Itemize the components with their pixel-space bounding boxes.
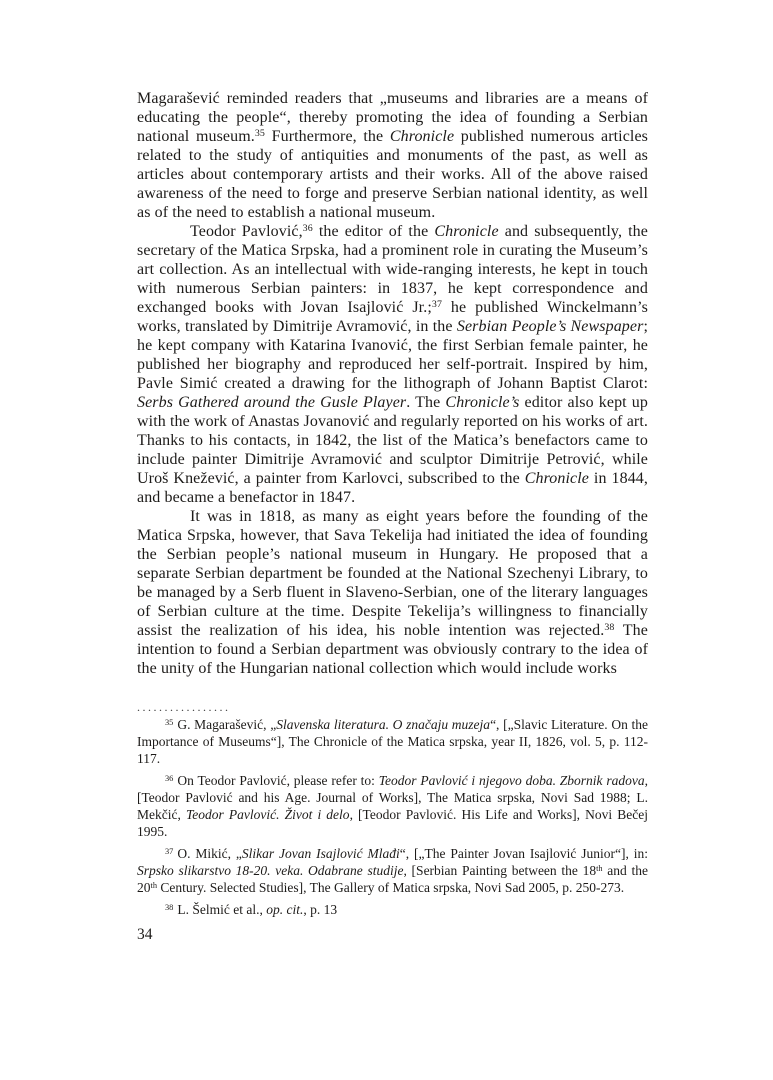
footnote [137, 901, 648, 918]
page-number: 34 [137, 926, 153, 943]
text-block [137, 89, 648, 923]
body-paragraph: Teodor Pavlović,$^{36}$ the editor of the Chronicle and subsequently, the secretary of the Matica Srpska, had a prominent role in curating the Museum’s art collection. As an intellectual with wide-ranging interests, he kept in touch with numerous Serbian painters: in 1837, he kept correspondence and exchanged books with Jovan Isajlović Jr.;$^{37}$ he published Winckelmann’s works, translated by Dimitrije Avramović, in the Serbian People’s Newspaper; he kept company with Katarina Ivanović, the first Serbian female painter, he published her biography and reproduced her self-portrait. Inspired by him, Pavle Simić created a drawing for the lithograph of Johann Baptist Clarot: Serbs Gathered around the Gusle Player. The Chronicle’s editor also kept up with the work of Anastas Jovanović and regularly reported on his works of art. Thanks to his contacts, in 1842, the list of the Matica’s benefactors came to include painter Dimitrije Avramović and sculptor Dimitrije Petrović, while Uroš Knežević, a painter from Karlovci, subscribed to the Chronicle in 1844, and became a benefactor in 1847. [137, 223, 649, 506]
body-paragraph: It was in 1818, as many as eight years before the founding of the Matica Srpska, however, that Sava Tekelija had initiated the idea of founding the Serbian people’s national museum in Hungary. He proposed that a separate Serbian department be founded at the National Szechenyi Library, to be managed by a Serb fluent in Slaveno-Serbian, one of the literary languages of Serbian culture at the time. Despite Tekelija’s willingness to financially assist the realization of his idea, his noble intention was rejected.$^{38}$ The intention to found a Serbian department was obviously contrary to the idea of the unity of the Hungarian national collection which would include works [137, 508, 648, 677]
footnote-marker: 36 [165, 773, 174, 783]
footnote-text: On Teodor Pavlović, please refer to: Teodor Pavlović i njegovo doba. Zbornik radova, [Teodor Pavlović and his Age. Journal of Works], The Matica srpska, Novi Sad 1988; L. Mekčić, Teodor Pavlović. Život i delo, [Teodor Pavlović. His Life and Works], Novi Bečej 1995. [137, 773, 649, 839]
footnote-separator: ................. [137, 702, 231, 714]
footnote-text: G. Magarašević, „Slavenska literatura. O značaju muzeja“, [„Slavic Literature. On the Importance of Museums“], The Chronicle of the Matica srpska, year II, 1826, vol. 5, p. 112-117. [137, 717, 648, 766]
footnote [137, 845, 648, 896]
footnote-marker: 35 [165, 717, 174, 727]
page-body [137, 89, 648, 678]
footnotes-section [137, 716, 648, 918]
footnote-text: L. Šelmić et al., op. cit., p. 13 [177, 902, 338, 917]
footnote-marker: 37 [165, 846, 174, 856]
footnote [137, 716, 648, 767]
footnote-text: O. Mikić, „Slikar Jovan Isajlović Mlađi“, [„The Painter Jovan Isajlović Junior“], in: Srpsko slikarstvo 18-20. veka. Odabrane studije, [Serbian Painting between the 18th and the 20th Century. Selected Studies], The Gallery of Matica srpska, Novi Sad 2005, p. 250-273. [137, 846, 648, 895]
footnote-marker: 38 [165, 902, 174, 912]
body-paragraph: Magarašević reminded readers that „museums and libraries are a means of educating the people“, thereby promoting the idea of founding a Serbian national museum.$^{35}$ Furthermore, the Chronicle published numerous articles related to the study of antiquities and monuments of the past, as well as articles about contemporary artists and their works. All of the above raised awareness of the need to forge and preserve Serbian national identity, as well as of the need to establish a national museum. [137, 90, 648, 221]
footnote [137, 772, 648, 840]
